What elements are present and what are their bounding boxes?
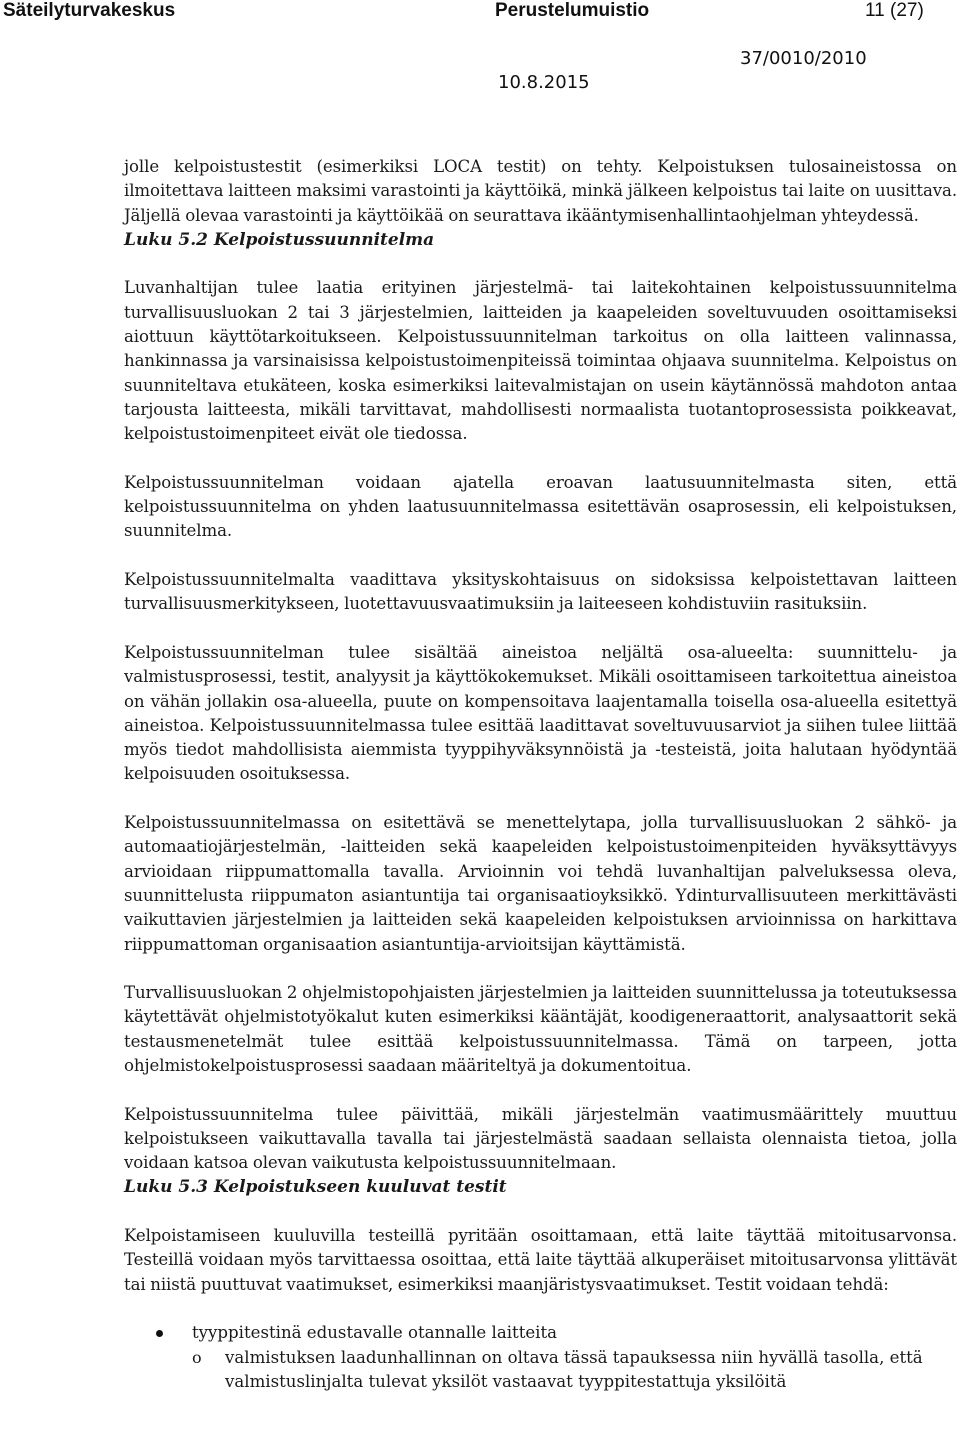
list-subitem: [0, 1346, 957, 1395]
section-heading: Luku 5.2 Kelpoistussuunnitelma: [124, 229, 435, 250]
paragraph: Luvanhaltijan tulee laatia erityinen järjestelmä- tai laitekohtainen kelpoistussuunnitelma turvallisuusluokan 2 tai 3 järjestelmien, laitteiden ja kaapeleiden soveltuvuuden osoittamiseksi aiottuun käyttötarkoitukseen. Kelpoistussuunnitelman tarkoitus on olla laitteen valinnassa, hankinnassa ja varsinaisissa kelpoistustoimenpiteissä toimintaa ohjaava suunnitelma. Kelpoistus on suunniteltava etukäteen, koska esimerkiksi laitevalmistajan on usein käytännössä mahdoton antaa tarjousta laitteesta, mikäli tarvittavat, mahdollisesti normaalista tuotantoprosessista poikkeavat, kelpoistustoimenpiteet eivät ole tiedossa.: [124, 278, 957, 444]
list-item-text: tyyppitestinä edustavalle otannalle laitteita: [192, 1323, 558, 1343]
paragraph: Kelpoistussuunnitelman voidaan ajatella eroavan laatusuunnitelmasta siten, että kelpoistussuunnitelma on yhden laatusuunnitelmassa esitettävän osaprosessin, eli kelpoistuksen, suunnitelma.: [124, 472, 957, 541]
paragraph: Kelpoistussuunnitelma tulee päivittää, mikäli järjestelmän vaatimusmäärittely muuttuu kelpoistukseen vaikuttavalla tavalla tai järjestelmästä saadaan sellaista olennaista tietoa, jolla voidaan katsoa olevan vaikutusta kelpoistussuunnitelmaan.: [124, 1104, 957, 1173]
document-body: [124, 155, 957, 1394]
test-list: [0, 1321, 957, 1394]
paragraph: Turvallisuusluokan 2 ohjelmistopohjaisten järjestelmien ja laitteiden suunnittelussa ja toteutuksessa käytettävät ohjelmistotyökalut kuten esimerkiksi kääntäjät, koodigeneraattorit, analysaattorit sekä testausmenetelmät tulee esittää kelpoistussuunnitelmassa. Tämä on tarpeen, jotta ohjelmistokelpoistusprosessi saadaan määriteltyä ja dokumentoitua.: [124, 983, 957, 1075]
paragraph: jolle kelpoistustestit (esimerkiksi LOCA testit) on tehty. Kelpoistuksen tulosaineistossa on ilmoitettava laitteen maksimi varastointi ja käyttöikä, minkä jälkeen kelpoistus tai laite on uusittava. Jäljellä olevaa varastointi ja käyttöikää on seurattava ikääntymisenhallintaohjelman yhteydessä.: [124, 157, 957, 225]
paragraph: Kelpoistussuunnitelmassa on esitettävä se menettelytapa, jolla turvallisuusluokan 2 sähkö- ja automaatiojärjestelmän, -laitteiden sekä kaapeleiden kelpoistustoimenpiteiden hyväksyttävyys arvioidaan riippumattomalla tavalla. Arvioinnin voi tehdä luvanhaltijan palveluksessa oleva, suunnittelusta riippumaton asiantuntija tai organisaatioyksikkö. Ydinturvallisuuteen merkittävästi vaikuttavien järjestelmien ja laitteiden sekä kaapeleiden kelpoistuksen arvioinnissa on harkittava riippumattoman organisaation asiantuntija-arvioitsijan käyttämistä.: [124, 813, 957, 954]
circle-bullet-icon: o: [192, 1347, 202, 1367]
page-number: 11 (27): [865, 0, 924, 21]
document-number: 37/0010/2010: [740, 48, 867, 69]
document-type: Perustelumuistio: [495, 0, 650, 21]
paragraph: Kelpoistamiseen kuuluvilla testeillä pyritään osoittamaan, että laite täyttää mitoitusarvonsa. Testeillä voidaan myös tarvittaessa osoittaa, että laite täyttää alkuperäiset mitoitusarvonsa ylittävät tai niistä puuttuvat vaatimukset, esimerkiksi maanjäristysvaatimukset. Testit voidaan tehdä:: [124, 1226, 957, 1294]
document-date: 10.8.2015: [498, 72, 590, 93]
paragraph: Kelpoistussuunnitelmalta vaadittava yksityskohtaisuus on sidoksissa kelpoistettavan laitteen turvallisuusmerkitykseen, luotettavuusvaatimuksiin ja laiteeseen kohdistuviin rasituksiin.: [124, 570, 957, 614]
paragraph: Kelpoistussuunnitelman tulee sisältää aineistoa neljältä osa-alueelta: suunnittelu- ja valmistusprosessi, testit, analyysit ja käyttökokemukset. Mikäli osoittamiseen tarkoitettua aineistoa on vähän jollakin osa-alueella, puute on kompensoitava laajentamalla toisella osa-alueella esitettyä aineistoa. Kelpoistussuunnitelmassa tulee esittää laadittavat soveltuvuusarviot ja siihen tulee liittää myös tiedot mahdollisista aiemmista tyyppihyväksynnöistä ja -testeistä, joita halutaan hyödyntää kelpoisuuden osoituksessa.: [124, 642, 957, 784]
list-item: [0, 1321, 957, 1345]
bullet-dot-icon: [156, 1330, 163, 1337]
section-heading: Luku 5.3 Kelpoistukseen kuuluvat testit: [124, 1177, 507, 1198]
list-subitem-text: valmistuksen laadunhallinnan on oltava tässä tapauksessa niin hyvällä tasolla, että valmistuslinjalta tulevat yksilöt vastaavat tyyppitestattuja yksilöitä: [225, 1347, 923, 1391]
organization-name: Säteilyturvakeskus: [3, 0, 176, 21]
